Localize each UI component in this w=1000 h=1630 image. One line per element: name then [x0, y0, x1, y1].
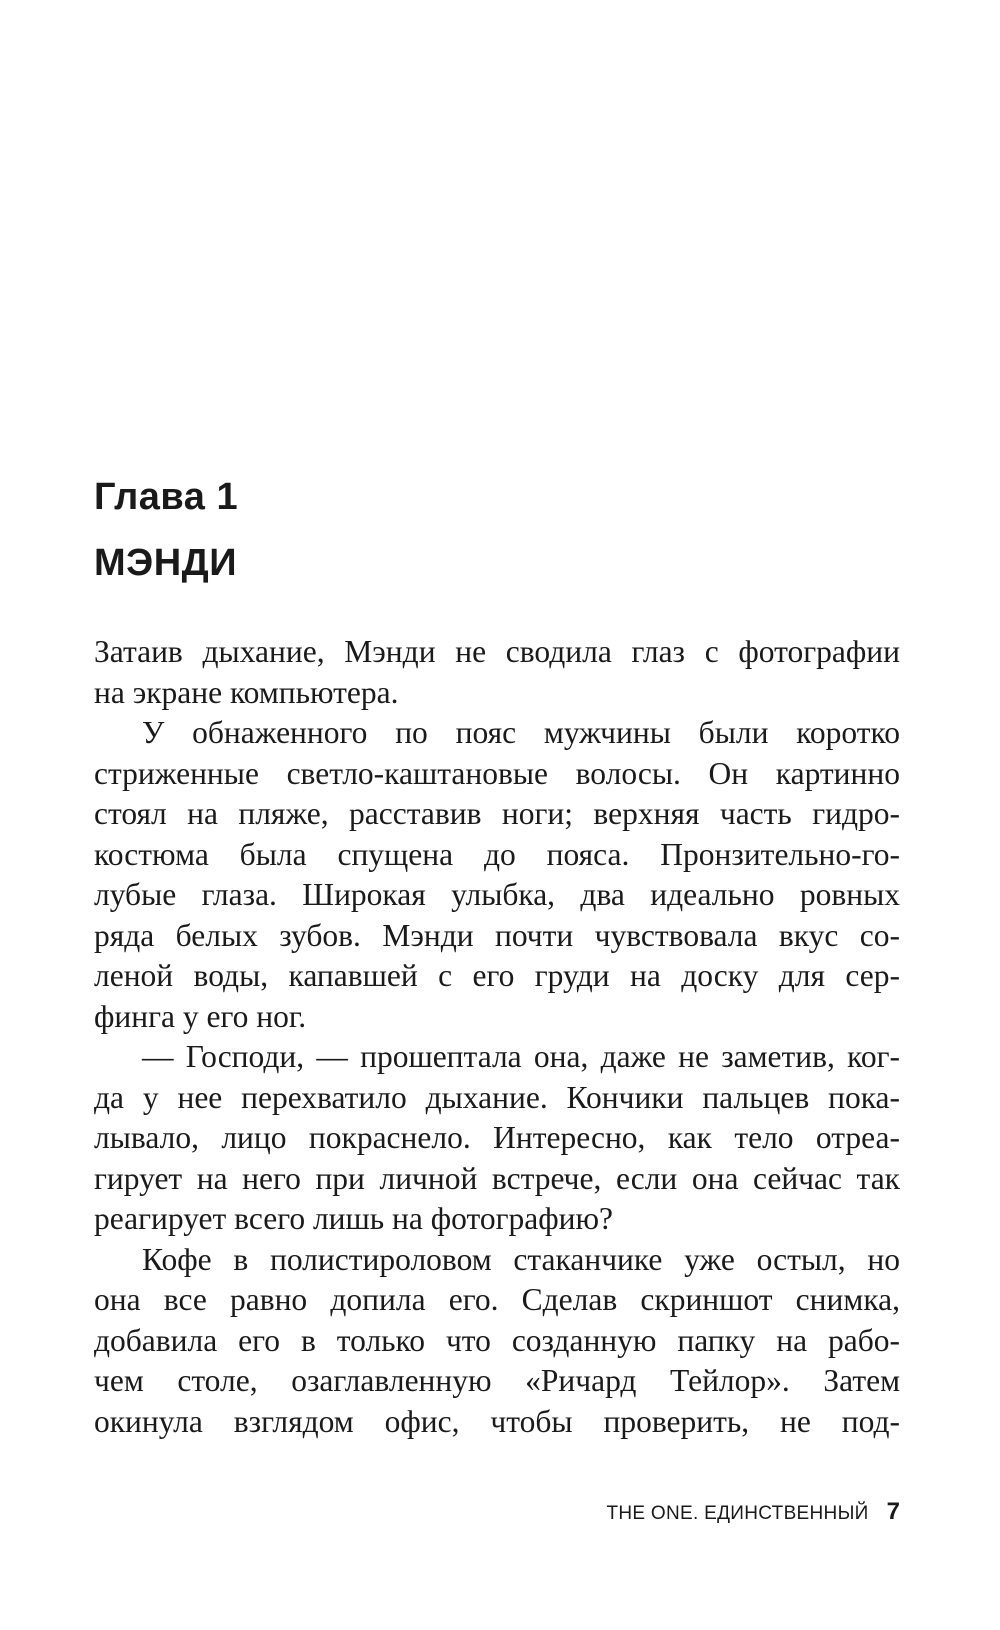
text-line: добавила его в только что созданную папку на рабо- [94, 1322, 900, 1358]
running-title: THE ONE. ЕДИНСТВЕННЫЙ [606, 1503, 869, 1524]
text-line: костюма была спущена до пояса. Пронзительно-го- [94, 836, 900, 872]
text-line: чем столе, озаглавленную «Ричард Тейлор». Затем [94, 1363, 900, 1398]
text-line: реагирует всего лишь на фотографию? [94, 1201, 614, 1236]
text-line: финга у его ног. [94, 998, 307, 1034]
text-line: да у нее перехватило дыхание. Кончики пальцев пока- [94, 1079, 900, 1115]
text-line: — Господи, — прошептала она, даже не заметив, ког- [142, 1039, 900, 1074]
text-line: она все равно допила его. Сделав скриншот снимка, [94, 1282, 900, 1317]
text-line: Затаив дыхание, Мэнди не сводила глаз с фотографии [94, 634, 900, 669]
text-line: ряда белых зубов. Мэнди почти чувствовала вкус со- [94, 917, 900, 953]
text-line: леной воды, капавшей с его груди на доску для сер- [94, 958, 900, 993]
text-line: лубые глаза. Широкая улыбка, два идеально ровных [94, 877, 900, 912]
text-line: окинула взглядом офис, чтобы проверить, не под- [94, 1403, 900, 1439]
text-line: У обнаженного по пояс мужчины были коротко [142, 715, 900, 750]
text-line: Кофе в полистироловом стаканчике уже остыл, но [142, 1241, 900, 1277]
page-number: 7 [886, 1498, 900, 1525]
page-footer [606, 1498, 900, 1526]
text-line: стоял на пляже, расставив ноги; верхняя часть гидро- [94, 796, 900, 831]
body-text [94, 632, 900, 1442]
text-line: стриженные светло-каштановые волосы. Он картинно [94, 755, 900, 791]
text-line: лывало, лицо покраснело. Интересно, как тело отреа- [94, 1120, 900, 1155]
text-line: гирует на него при личной встрече, если она сейчас так [94, 1160, 900, 1196]
chapter-number: Глава 1 [94, 476, 239, 518]
text-line: на экране компьютера. [94, 674, 399, 710]
chapter-title: МЭНДИ [94, 542, 238, 584]
